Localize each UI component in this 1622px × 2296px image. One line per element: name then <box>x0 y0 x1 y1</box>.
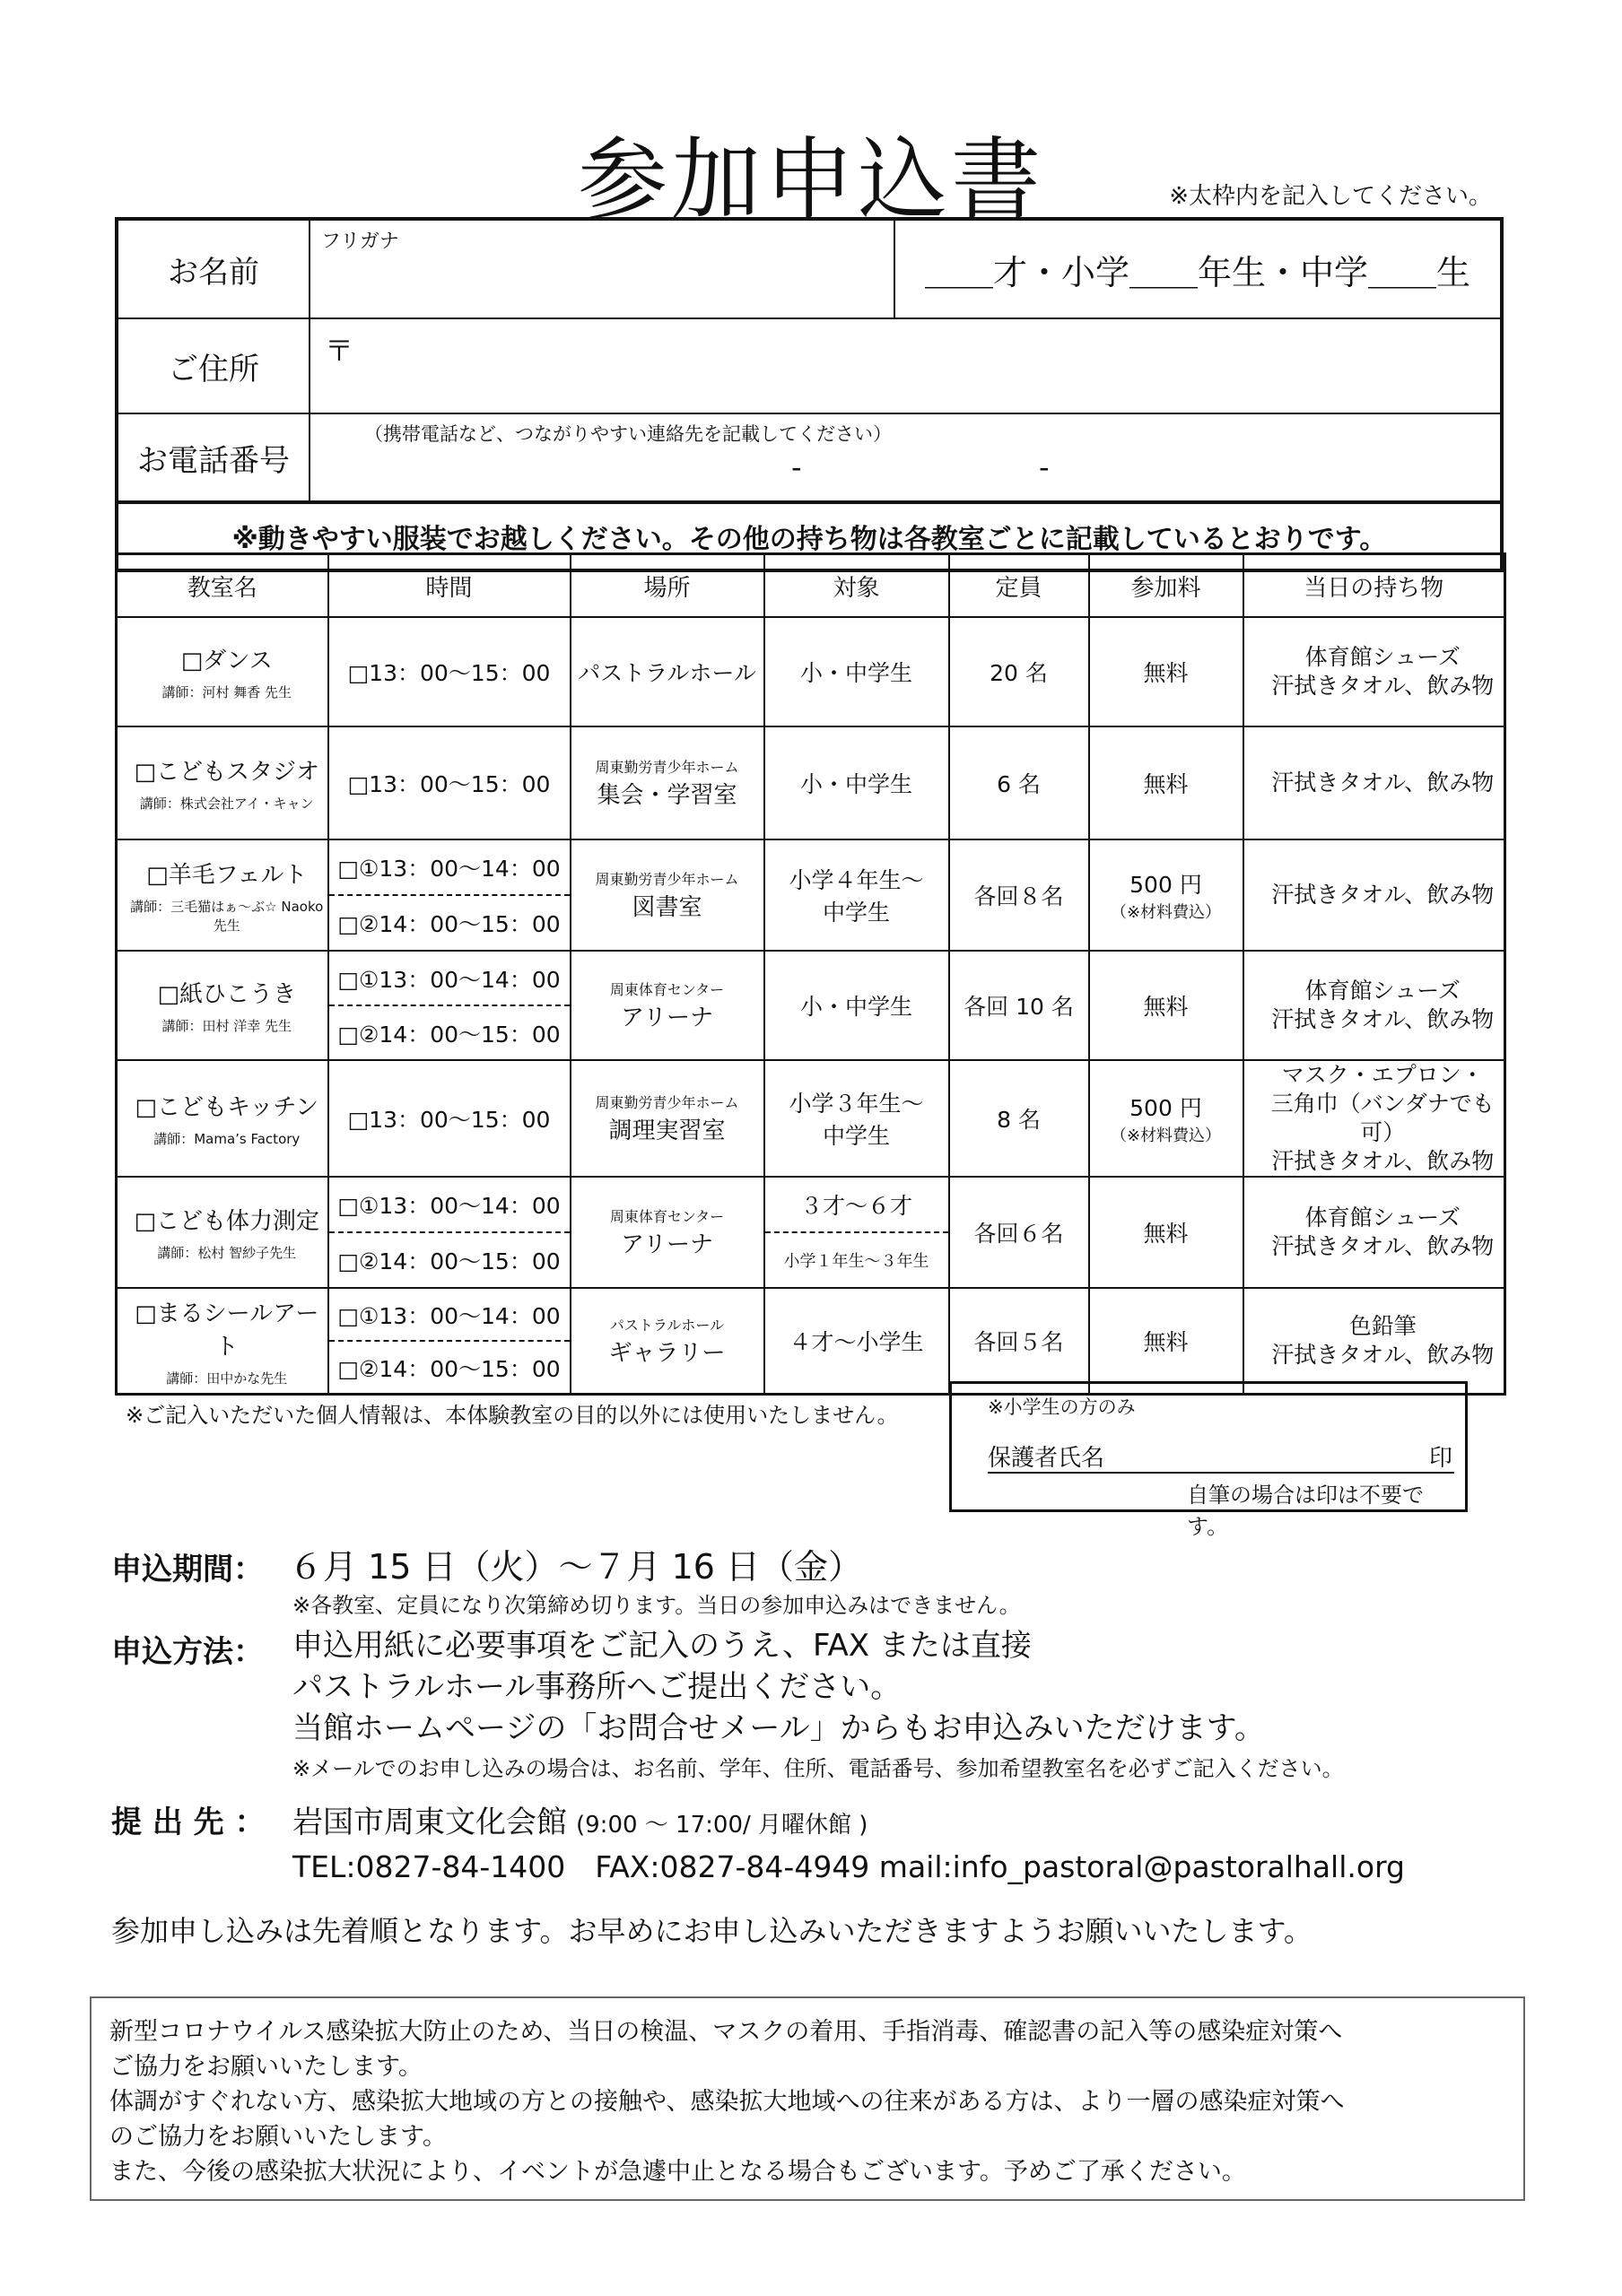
header-fee: 参加料 <box>1089 554 1243 618</box>
applicant-form <box>115 217 1504 572</box>
fee-cell: 500 円 （※材料費込） <box>1089 1060 1243 1177</box>
phone-dash-1: - <box>791 450 802 484</box>
submit-venue: 岩国市周東文化会館 (9:00 〜 17:00/ 月曜休館 ) <box>292 1805 868 1840</box>
name-label: お名前 <box>118 221 310 317</box>
time-cell[interactable]: □①13：00〜14：00 □②14：00〜15：00 <box>328 839 571 951</box>
class-name-cell[interactable]: □紙ひこうき 講師：田村 洋幸 先生 <box>117 951 328 1060</box>
place-cell: 周東体育センター アリーナ <box>571 951 764 1060</box>
place-cell: パストラルホール ギャラリー <box>571 1288 764 1395</box>
method-text: 申込用紙に必要事項をご記入のうえ、FAX または直接 パストラルホール事務所へご提出ください。 当館ホームページの「お問合せメール」からもお申込みいただけます。 <box>292 1628 1265 1746</box>
address-label: ご住所 <box>118 319 310 413</box>
class-row <box>117 726 1505 839</box>
capacity-cell: 各回６名 <box>949 1177 1089 1288</box>
items-cell: 体育館シューズ 汗拭きタオル、飲み物 <box>1243 951 1505 1060</box>
fee-cell: 無料 <box>1089 617 1243 726</box>
header-place: 場所 <box>571 554 764 618</box>
target-cell: 小・中学生 <box>764 951 949 1060</box>
guardian-note: ※小学生の方のみ <box>988 1396 1136 1418</box>
class-row <box>117 1288 1505 1395</box>
place-cell: パストラルホール <box>571 617 764 726</box>
furigana-label: フリガナ <box>321 230 399 253</box>
place-cell: 周東勤労青少年ホーム 図書室 <box>571 839 764 951</box>
time-cell[interactable]: □①13：00〜14：00 □②14：00〜15：00 <box>328 951 571 1060</box>
address-row <box>118 319 1500 414</box>
class-name-cell[interactable]: □ダンス 講師：河村 舞香 先生 <box>117 617 328 726</box>
items-cell: マスク・エプロン・ 三角巾（バンダナでも可） 汗拭きタオル、飲み物 <box>1243 1060 1505 1177</box>
class-name-cell[interactable]: □まるシールアート 講師：田中かな先生 <box>117 1288 328 1395</box>
covid-notice: 新型コロナウイルス感染拡大防止のため、当日の検温、マスクの着用、手指消毒、確認書の記入等の感染症対策へ ご協力をお願いいたします。 体調がすぐれない方、感染拡大地域の方との接触や、感染拡大地域への往来がある方は、より一層の感染症対策へ のご協力をお願いいたします。 また、今後の感染拡大状況により、イベントが急遽中止となる場合もございます。予めご了承ください。 <box>90 1996 1525 2201</box>
method-note: ※メールでのお申し込みの場合は、お名前、学年、住所、電話番号、参加希望教室名を必ずご記入ください。 <box>292 1756 1344 1781</box>
target-cell: ４才〜小学生 <box>764 1288 949 1395</box>
target-cell: 小・中学生 <box>764 726 949 839</box>
class-row <box>117 951 1505 1060</box>
postal-mark: 〒 <box>325 334 354 368</box>
place-cell: 周東勤労青少年ホーム 集会・学習室 <box>571 726 764 839</box>
phone-field[interactable] <box>310 414 1500 500</box>
fill-instruction-note: ※太枠内を記入してください。 <box>1169 183 1492 210</box>
class-table <box>115 552 1506 1396</box>
fee-cell: 無料 <box>1089 1177 1243 1288</box>
place-cell: 周東体育センター アリーナ <box>571 1177 764 1288</box>
first-come-note: 参加申し込みは先着順となります。お早めにお申し込みいただきますようお願いいたします。 <box>111 1914 1312 1948</box>
phone-row <box>118 414 1500 502</box>
capacity-cell: 各回５名 <box>949 1288 1089 1395</box>
time-cell[interactable]: □13：00〜15：00 <box>328 617 571 726</box>
fee-cell: 500 円 （※材料費込） <box>1089 839 1243 951</box>
clothing-note: ※動きやすい服装でお越しください。その他の持ち物は各教室ごとに記載しているとおりです。 <box>118 502 1500 569</box>
target-cell: 小・中学生 <box>764 617 949 726</box>
header-class-name: 教室名 <box>117 554 328 618</box>
header-target: 対象 <box>764 554 949 618</box>
period-value: ６月 15 日（火）〜７月 16 日（金） <box>289 1547 863 1587</box>
time-cell[interactable]: □①13：00〜14：00 □②14：00〜15：00 <box>328 1177 571 1288</box>
submit-contact: TEL:0827-84-1400 FAX:0827-84-4949 mail:info_pastoral@pastoralhall.org <box>292 1849 1405 1884</box>
time-cell[interactable]: □①13：00〜14：00 □②14：00〜15：00 <box>328 1288 571 1395</box>
name-row <box>118 221 1500 319</box>
items-cell: 汗拭きタオル、飲み物 <box>1243 726 1505 839</box>
phone-dash-2: - <box>1039 450 1050 484</box>
guardian-name-label: 保護者氏名 <box>988 1445 1105 1472</box>
class-row <box>117 617 1505 726</box>
capacity-cell: 8 名 <box>949 1060 1089 1177</box>
target-cell: 小学４年生〜 中学生 <box>764 839 949 951</box>
phone-label: お電話番号 <box>118 414 310 500</box>
items-cell: 汗拭きタオル、飲み物 <box>1243 839 1505 951</box>
period-label: 申込期間： <box>111 1552 264 1587</box>
class-name-cell[interactable]: □こどもスタジオ 講師：株式会社アイ・キャン <box>117 726 328 839</box>
place-cell: 周東勤労青少年ホーム 調理実習室 <box>571 1060 764 1177</box>
fee-cell: 無料 <box>1089 1288 1243 1395</box>
signature-note: 自筆の場合は印は不要です。 <box>1187 1483 1424 1539</box>
address-field[interactable] <box>310 319 1500 413</box>
guardian-box <box>949 1381 1468 1539</box>
class-row <box>117 1177 1505 1288</box>
header-time: 時間 <box>328 554 571 618</box>
period-note: ※各教室、定員になり次第締め切ります。当日の参加申込みはできません。 <box>292 1593 1021 1618</box>
seal-mark: 印 <box>1429 1445 1453 1472</box>
fee-cell: 無料 <box>1089 951 1243 1060</box>
privacy-note: ※ご記入いただいた個人情報は、本体験教室の目的以外には使用いたしません。 <box>126 1403 899 1428</box>
header-capacity: 定員 <box>949 554 1089 618</box>
name-field[interactable] <box>310 221 895 317</box>
fee-cell: 無料 <box>1089 726 1243 839</box>
target-cell: 小学３年生〜 中学生 <box>764 1060 949 1177</box>
method-label: 申込方法： <box>111 1634 264 1670</box>
table-header-row <box>117 554 1505 618</box>
header-items: 当日の持ち物 <box>1243 554 1505 618</box>
items-cell: 体育館シューズ 汗拭きタオル、飲み物 <box>1243 617 1505 726</box>
class-name-cell[interactable]: □羊毛フェルト 講師：三毛猫はぁ〜ぶ☆ Naoko 先生 <box>117 839 328 951</box>
class-row <box>117 839 1505 951</box>
guardian-signature-line[interactable] <box>988 1472 1454 1474</box>
items-cell: 色鉛筆 汗拭きタオル、飲み物 <box>1243 1288 1505 1395</box>
submit-label: 提 出 先 ： <box>111 1805 266 1840</box>
capacity-cell: 20 名 <box>949 617 1089 726</box>
items-cell: 体育館シューズ 汗拭きタオル、飲み物 <box>1243 1177 1505 1288</box>
time-cell[interactable]: □13：00〜15：00 <box>328 1060 571 1177</box>
capacity-cell: 各回８名 <box>949 839 1089 951</box>
class-row <box>117 1060 1505 1177</box>
capacity-cell: 各回 10 名 <box>949 951 1089 1060</box>
target-cell: ３才〜６才 小学１年生〜３年生 <box>764 1177 949 1288</box>
page-title: 参加申込書 <box>578 127 1044 232</box>
capacity-cell: 6 名 <box>949 726 1089 839</box>
age-field[interactable]: ＿＿才・小学＿＿年生・中学＿＿生 <box>924 252 1470 292</box>
phone-note: （携帯電話など、つながりやすい連絡先を記載してください） <box>364 423 892 445</box>
class-name-cell[interactable]: □こどもキッチン 講師：Mama’s Factory <box>117 1060 328 1177</box>
class-name-cell[interactable]: □こども体力測定 講師：松村 智紗子先生 <box>117 1177 328 1288</box>
time-cell[interactable]: □13：00〜15：00 <box>328 726 571 839</box>
